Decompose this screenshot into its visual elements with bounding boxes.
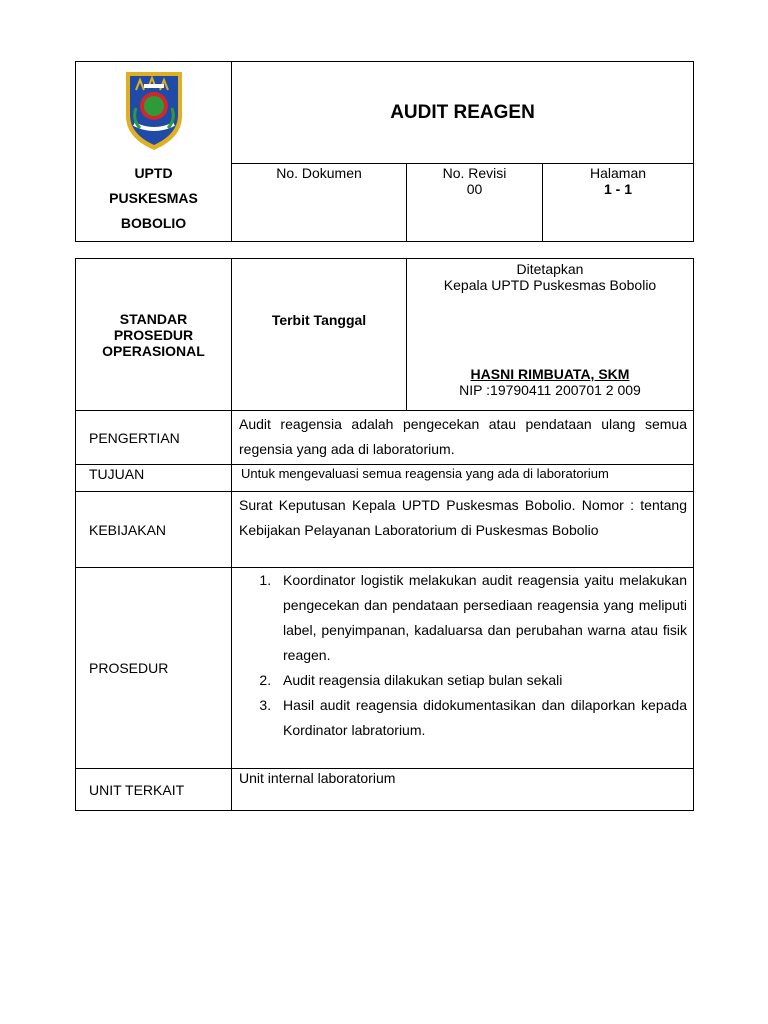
approval-heading: Ditetapkan (516, 261, 584, 277)
sop-table (75, 258, 694, 811)
unit-terkait-text: Unit internal laboratorium (232, 769, 694, 811)
logo-cell (76, 62, 232, 242)
sop-label-line-3: OPERASIONAL (102, 342, 205, 359)
document-title: AUDIT REAGEN (232, 62, 694, 164)
prosedur-content (232, 568, 694, 769)
kebijakan-label: KEBIJAKAN (76, 492, 232, 568)
approval-cell (407, 259, 694, 411)
approver-position: Kepala UPTD Puskesmas Bobolio (443, 277, 657, 293)
approver-nip: NIP :19790411 200701 2 009 (459, 382, 641, 398)
sop-label-line-1: STANDAR (119, 310, 188, 327)
regional-emblem-icon (122, 68, 186, 152)
unit-terkait-label: UNIT TERKAIT (76, 769, 232, 811)
page-cell (543, 164, 694, 242)
prosedur-label: PROSEDUR (76, 568, 232, 769)
prosedur-step: 2. Audit reagensia dilakukan setiap bulan sekali (275, 668, 687, 693)
tujuan-label: TUJUAN (76, 465, 232, 492)
pengertian-text: Audit reagensia adalah pengecekan atau pendataan ulang semua regensia yang ada di laboratorium. (232, 411, 694, 465)
tujuan-text: Untuk mengevaluasi semua reagensia yang ada di laboratorium (232, 465, 694, 492)
revision-label: No. Revisi (442, 165, 507, 181)
prosedur-step: 3. Hasil audit reagensia didokumentasikan dan dilaporkan kepada Kordinator labratorium. (275, 693, 687, 743)
page-label: Halaman (590, 165, 647, 181)
prosedur-step: 1. Koordinator logistik melakukan audit reagensia yaitu melakukan pengecekan dan pendataan persediaan reagensia yang meliputi label, penyimpanan, kadaluarsa dan perubahan warna atau fisik reagen. (275, 568, 687, 668)
sop-label (76, 259, 232, 411)
pengertian-label: PENGERTIAN (76, 411, 232, 465)
kebijakan-text: Surat Keputusan Kepala UPTD Puskesmas Bobolio. Nomor : tentang Kebijakan Pelayanan Laboratorium di Puskesmas Bobolio (232, 492, 694, 568)
org-line-2: PUSKESMAS (109, 190, 198, 206)
doc-number-cell (232, 164, 407, 242)
org-line-1: UPTD (134, 165, 173, 181)
approver-name: HASNI RIMBUATA, SKM (470, 366, 630, 382)
doc-number-label: No. Dokumen (276, 165, 362, 181)
header-table (75, 61, 694, 242)
revision-value: 00 (466, 181, 483, 197)
sop-label-line-2: PROSEDUR (113, 326, 194, 343)
revision-cell (407, 164, 543, 242)
org-name (76, 161, 231, 236)
issue-date-label: Terbit Tanggal (232, 259, 407, 411)
prosedur-list (239, 568, 687, 743)
page-value: 1 - 1 (604, 181, 633, 197)
org-line-3: BOBOLIO (120, 215, 187, 231)
